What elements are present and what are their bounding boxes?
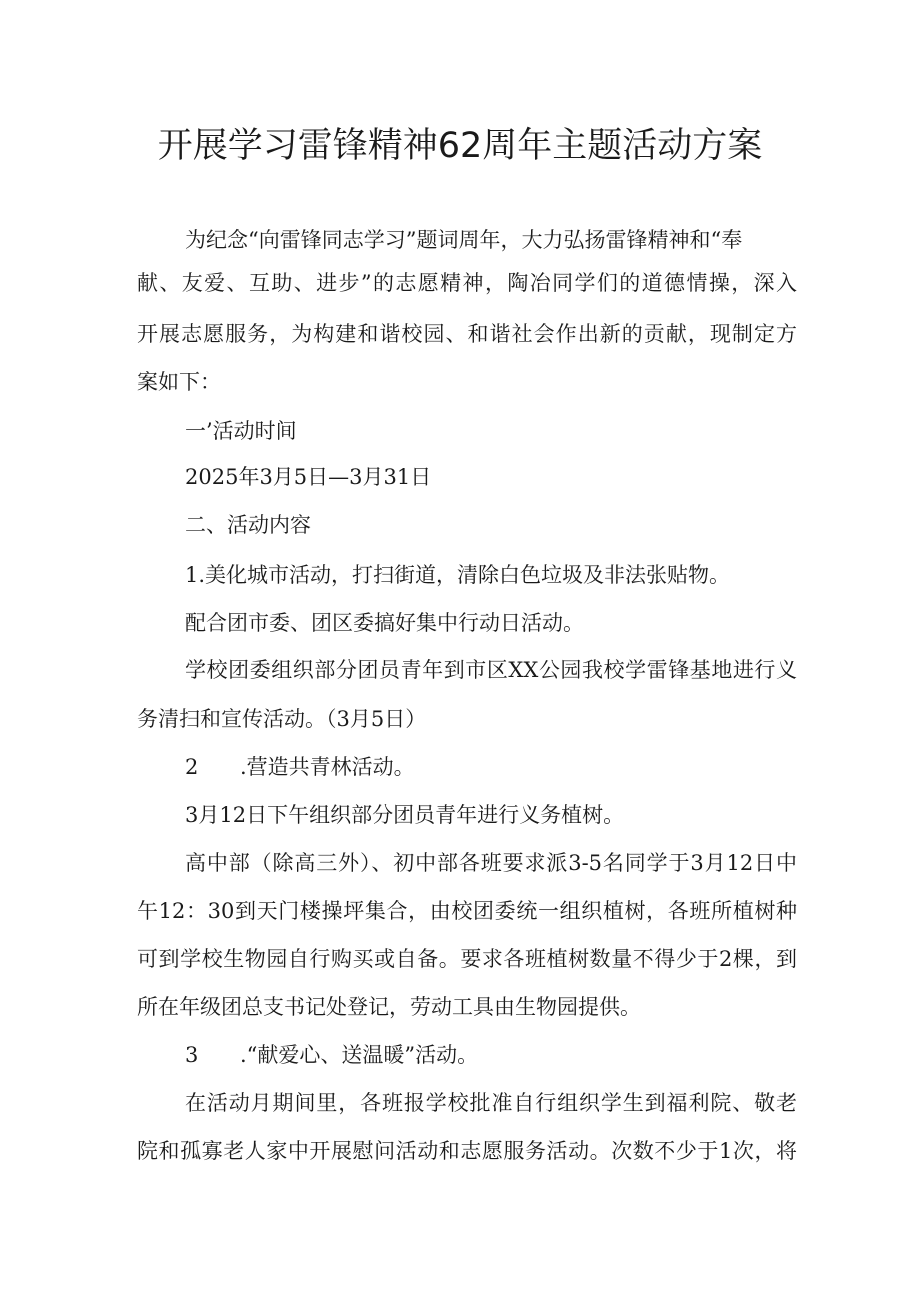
list-item-number: 2 xyxy=(185,755,199,779)
paragraph-line: 高中部（除高三外）、初中部各班要求派3-5名同学于3月12日中 xyxy=(185,851,797,875)
list-item-number: 3 xyxy=(185,1043,199,1067)
paragraph-line: 院和孤寡老人家中开展慰问活动和志愿服务活动。次数不少于1次，将 xyxy=(137,1139,797,1163)
paragraph-line: 为纪念“向雷锋同志学习”题词周年，大力弘扬雷锋精神和“奉 xyxy=(185,228,743,252)
paragraph-line: 午12：30到天门楼操坪集合，由校团委统一组织植树，各班所植树种 xyxy=(137,899,797,923)
paragraph-line: 案如下： xyxy=(137,370,221,394)
document-title: 开展学习雷锋精神62周年主题活动方案 xyxy=(157,126,763,166)
list-item: .“献爱心、送温暖”活动。 xyxy=(240,1043,479,1067)
list-item: .营造共青林活动。 xyxy=(240,755,415,779)
paragraph-line: 3月12日下午组织部分团员青年进行义务植树。 xyxy=(185,803,625,827)
paragraph-line: 配合团市委、团区委搞好集中行动日活动。 xyxy=(185,611,584,635)
paragraph-line: 学校团委组织部分团员青年到市区XX公园我校学雷锋基地进行义 xyxy=(185,658,797,682)
section-heading: 二、活动内容 xyxy=(185,513,311,537)
paragraph-line: 在活动月期间里，各班报学校批准自行组织学生到福利院、敬老 xyxy=(185,1091,797,1115)
date-range: 2025年3月5日—3月31日 xyxy=(185,465,432,489)
paragraph-line: 务清扫和宣传活动。（3月5日） xyxy=(137,707,427,731)
paragraph-line: 开展志愿服务，为构建和谐校园、和谐社会作出新的贡献，现制定方 xyxy=(137,322,797,346)
paragraph-line: 献、友爱、互助、进步”的志愿精神，陶冶同学们的道德情操，深入 xyxy=(137,271,797,295)
list-item: 1.美化城市活动，打扫街道，清除白色垃圾及非法张贴物。 xyxy=(185,563,731,587)
paragraph-line: 可到学校生物园自行购买或自备。要求各班植树数量不得少于2棵，到 xyxy=(137,947,797,971)
paragraph-line: 所在年级团总支书记处登记，劳动工具由生物园提供。 xyxy=(137,995,641,1019)
section-heading: 一’活动时间 xyxy=(185,419,297,443)
